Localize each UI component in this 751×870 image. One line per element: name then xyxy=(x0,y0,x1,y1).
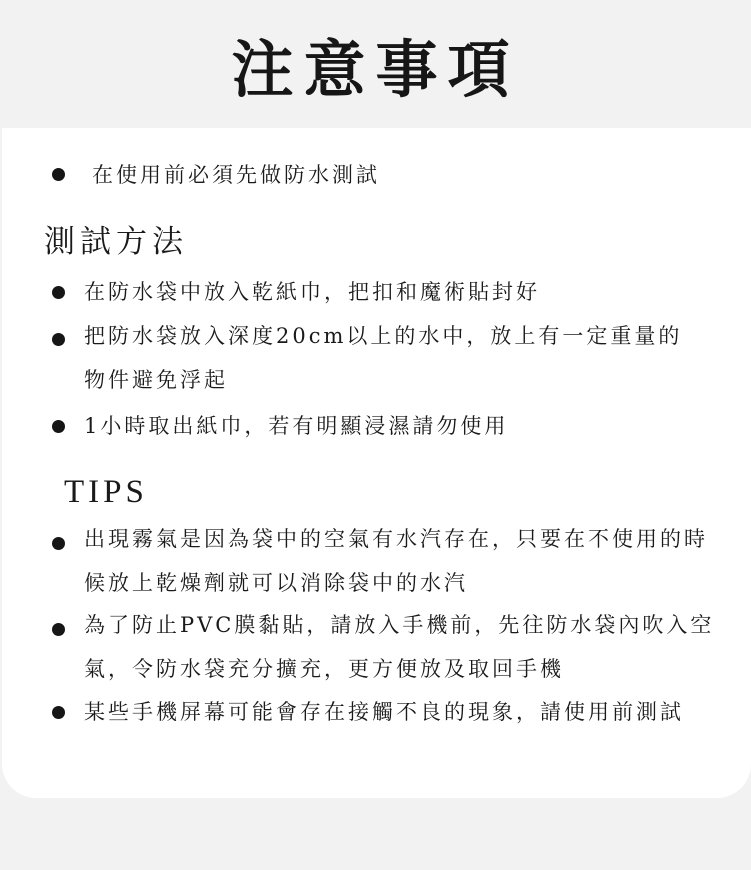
bullet-icon xyxy=(52,333,65,346)
tips-heading: TIPS xyxy=(64,474,148,510)
page-title: 注意事項 xyxy=(231,33,520,106)
bullet-icon xyxy=(52,537,65,550)
bullet-icon xyxy=(52,420,65,433)
bullet-icon xyxy=(52,706,65,719)
tips-item-1: 出現霧氣是因為袋中的空氣有水汽存在，只要在不使用的時候放上乾燥劑就可以消除袋中的水汽 xyxy=(84,527,708,595)
bullet-icon xyxy=(52,168,65,181)
tips-item-3: 某些手機屏幕可能會存在接觸不良的現象，請使用前測試 xyxy=(84,700,684,724)
tips-item-2: 為了防止PVC膜黏貼，請放入手機前，先往防水袋內吹入空氣，令防水袋充分擴充，更方便放及取回手機 xyxy=(84,613,715,681)
pre-note: 在使用前必須先做防水測試 xyxy=(92,163,380,187)
notice-card xyxy=(2,128,751,798)
method-item-1: 在防水袋中放入乾紙巾，把扣和魔術貼封好 xyxy=(84,280,540,304)
bullet-icon xyxy=(52,286,65,299)
bullet-icon xyxy=(52,623,65,636)
method-heading: 測試方法 xyxy=(44,224,188,260)
method-item-2: 把防水袋放入深度20cm以上的水中，放上有一定重量的物件避免浮起 xyxy=(84,324,683,392)
method-item-3: 1小時取出紙巾，若有明顯浸濕請勿使用 xyxy=(84,414,509,438)
